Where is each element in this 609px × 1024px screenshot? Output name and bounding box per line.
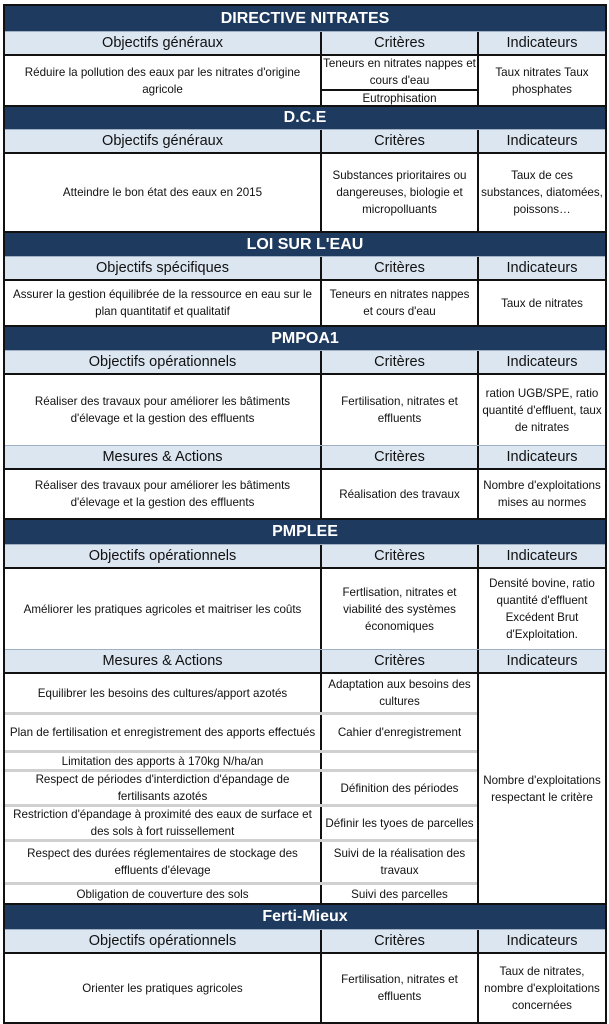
column-header-objectives: Objectifs généraux [102, 133, 223, 149]
column-header-indicators: Indicateurs [477, 930, 605, 952]
objective-cell: Respect des durées réglementaires de stockage des effluents d'élevage [27, 847, 298, 877]
column-header-objectives: Objectifs spécifiques [96, 260, 229, 276]
section-title: LOI SUR L'EAU [5, 231, 605, 256]
table-row [5, 952, 605, 1022]
column-header-objectives: Mesures & Actions [102, 449, 223, 465]
criteria-cell: Fertlisation, nitrates et viabilité des systèmes économiques [320, 569, 477, 649]
section-title: PMPOA1 [5, 325, 605, 350]
objective-cell: Orienter les pratiques agricoles [82, 981, 243, 995]
measures-group [5, 672, 605, 903]
column-header-indicators: Indicateurs [477, 545, 605, 567]
criteria-item: Teneurs en nitrates nappes et cours d'eau [323, 57, 476, 87]
column-header-indicators: Indicateurs [477, 650, 605, 672]
criteria-cell: Fertilisation, nitrates et effluents [320, 375, 477, 445]
objective-cell: Restriction d'épandage à proximité des eaux de surface et des sols à fort ruissellement [13, 808, 312, 838]
objective-cell: Atteindre le bon état des eaux en 2015 [62, 186, 263, 199]
criteria-cell: Teneurs en nitrates nappes et cours d'eau [320, 281, 477, 325]
objective-cell: Equilibrer les besoins des cultures/apport azotés [37, 686, 288, 700]
column-header-criteria: Critères [320, 545, 477, 567]
objective-cell: Réaliser des travaux pour améliorer les bâtiments d'élevage et la gestion des effluents [34, 479, 291, 509]
table-row [5, 769, 477, 804]
column-header-indicators: Indicateurs [477, 32, 605, 54]
criteria-cell: Suivi de la réalisation des travaux [320, 842, 477, 882]
column-header-criteria: Critères [320, 130, 477, 152]
criteria-cell: Cahier d'enregistrement [320, 715, 477, 750]
section-title: DIRECTIVE NITRATES [5, 4, 605, 31]
criteria-cell: Suivi des parcelles [320, 885, 477, 903]
column-header-row [5, 129, 605, 152]
criteria-cell: Fertilisation, nitrates et effluents [320, 954, 477, 1022]
column-header-objectives: Objectifs opérationnels [88, 548, 237, 564]
criteria-cell: Définition des périodes [320, 772, 477, 804]
table-row [5, 373, 605, 445]
criteria-cell [320, 753, 477, 769]
table-row [5, 54, 605, 105]
criteria-cell [320, 56, 477, 105]
section [5, 231, 605, 325]
column-header-row [5, 350, 605, 373]
column-header-row [5, 31, 605, 54]
section [5, 903, 605, 1022]
column-header-criteria: Critères [320, 650, 477, 672]
column-header-criteria: Critères [320, 32, 477, 54]
criteria-item: Eutrophisation [322, 89, 477, 106]
table-row [5, 152, 605, 231]
criteria-cell: Adaptation aux besoins des cultures [320, 674, 477, 712]
section [5, 4, 605, 105]
table-row [5, 674, 477, 712]
objective-cell: Respect de périodes d'interdiction d'épandage de fertilisants azotés [35, 773, 290, 803]
indicator-cell: Nombre d'exploitations mises au normes [477, 470, 605, 518]
column-header-criteria: Critères [320, 930, 477, 952]
criteria-cell: Substances prioritaires ou dangereuses, biologie et micropolluants [320, 154, 477, 231]
section [5, 325, 605, 518]
column-header-indicators: Indicateurs [477, 446, 605, 468]
indicator-cell: Taux nitrates Taux phosphates [477, 56, 605, 105]
section-title: Ferti-Mieux [5, 903, 605, 929]
column-header-row [5, 649, 605, 672]
table-row [5, 468, 605, 518]
indicator-cell: Taux de ces substances, diatomées, poissons… [477, 154, 605, 231]
column-header-criteria: Critères [320, 351, 477, 373]
column-header-indicators: Indicateurs [477, 257, 605, 279]
indicator-cell-merged: Nombre d'exploitations respectant le critère [477, 674, 605, 903]
column-header-objectives: Objectifs opérationnels [88, 933, 237, 949]
objective-cell: Obligation de couverture des sols [76, 887, 249, 901]
indicator-cell: Taux de nitrates [477, 281, 605, 325]
section [5, 105, 605, 231]
section-title: PMPLEE [5, 518, 605, 544]
criteria-cell: Définir les tyoes de parcelles [320, 807, 477, 839]
objective-cell: Assurer la gestion équilibrée de la ressource en eau sur le plan quantitatif et qualitatif [12, 288, 313, 318]
indicator-cell: ration UGB/SPE, ratio quantité d'effluent, taux de nitrates [477, 375, 605, 445]
objective-cell: Réduire la pollution des eaux par les nitrates d'origine agricole [24, 65, 301, 96]
objective-cell: Limitation des apports à 170kg N/ha/an [61, 754, 264, 768]
column-header-criteria: Critères [320, 446, 477, 468]
column-header-objectives: Objectifs généraux [102, 35, 223, 51]
objective-cell: Améliorer les pratiques agricoles et maitriser les coûts [23, 602, 302, 616]
table-row [5, 712, 477, 750]
column-header-criteria: Critères [320, 257, 477, 279]
column-header-indicators: Indicateurs [477, 130, 605, 152]
indicator-cell: Densité bovine, ratio quantité d'effluent Excédent Brut d'Exploitation. [477, 569, 605, 649]
table-row [5, 567, 605, 649]
section-title: D.C.E [5, 105, 605, 129]
criteria-cell: Réalisation des travaux [320, 470, 477, 518]
table-row [5, 882, 477, 903]
objective-cell: Plan de fertilisation et enregistrement des apports effectués [9, 726, 316, 739]
table-row [5, 839, 477, 882]
indicator-cell: Taux de nitrates, nombre d'exploitations concernées [477, 954, 605, 1022]
column-header-indicators: Indicateurs [477, 351, 605, 373]
column-header-objectives: Mesures & Actions [102, 653, 223, 669]
objective-cell: Réaliser des travaux pour améliorer les bâtiments d'élevage et la gestion des effluents [34, 395, 291, 425]
column-header-objectives: Objectifs opérationnels [88, 354, 237, 370]
table-row [5, 750, 477, 769]
column-header-row [5, 256, 605, 279]
measures-list [5, 674, 477, 903]
column-header-row [5, 929, 605, 952]
column-header-row [5, 544, 605, 567]
column-header-row [5, 445, 605, 468]
table-row [5, 279, 605, 325]
section [5, 518, 605, 903]
regulation-table [3, 4, 607, 1024]
table-row [5, 804, 477, 839]
